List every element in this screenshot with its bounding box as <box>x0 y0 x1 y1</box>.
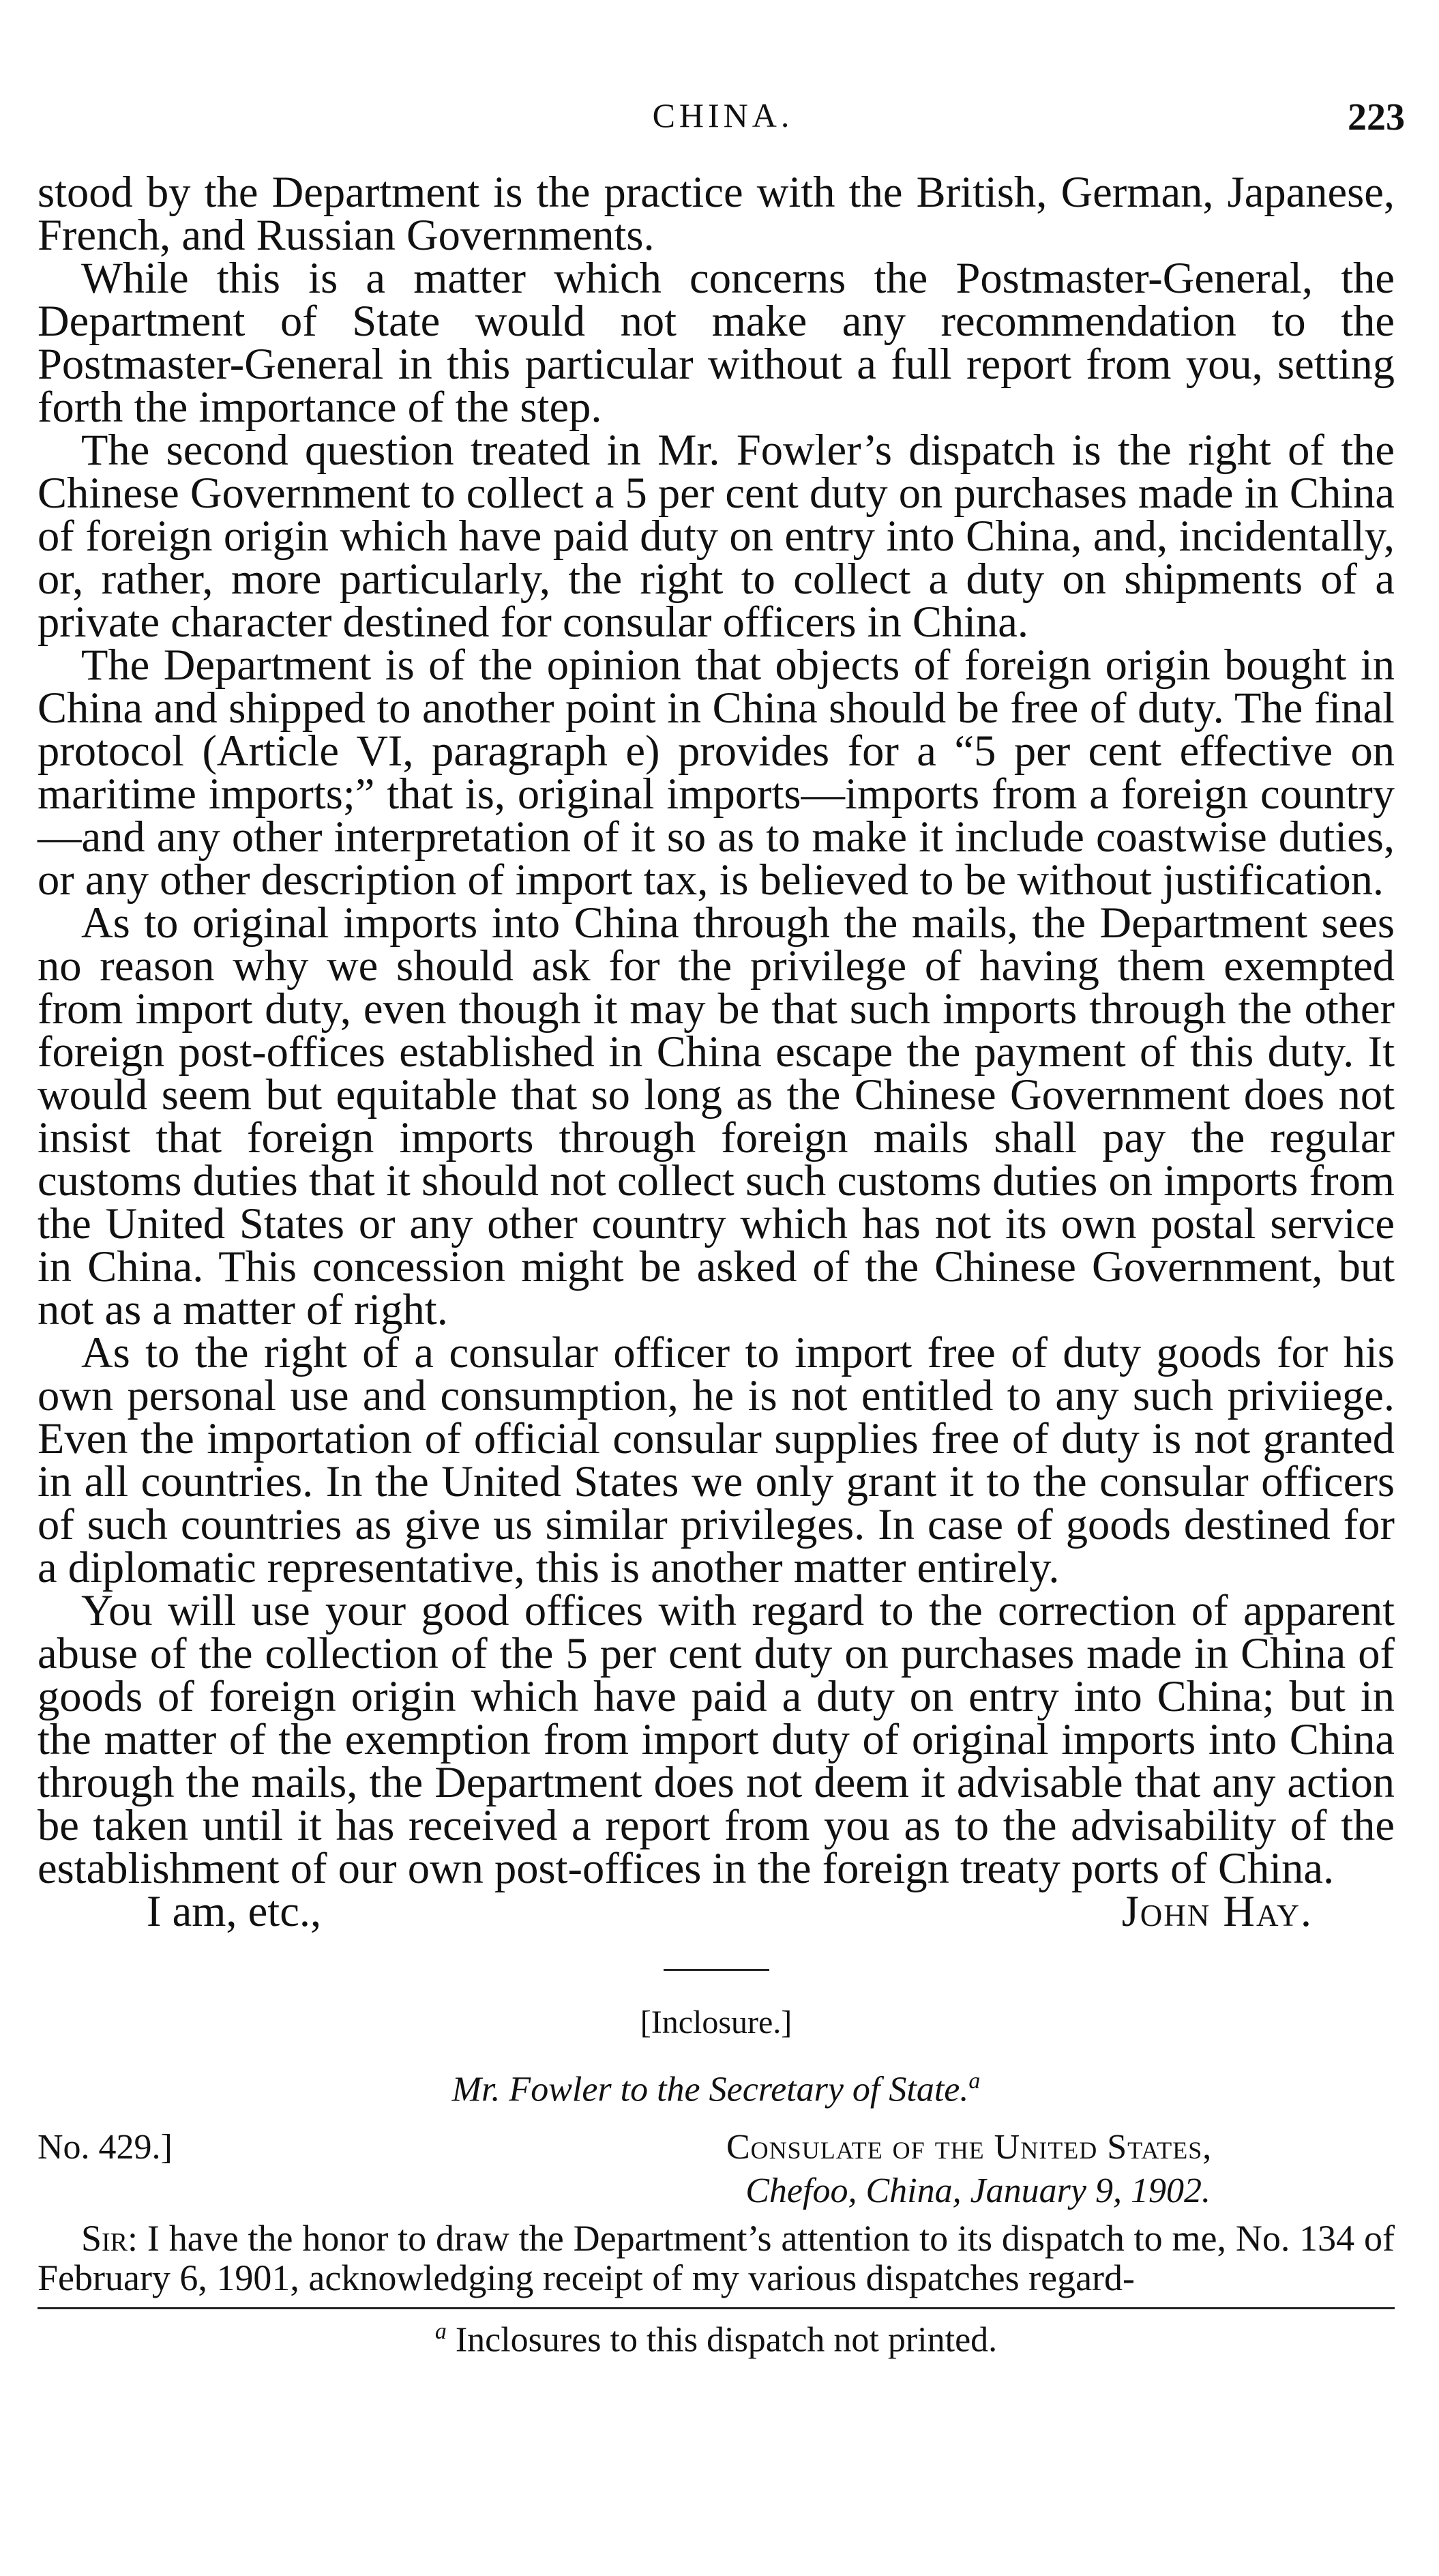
inclosure-title-text: Mr. Fowler to the Secretary of State. <box>451 2070 969 2109</box>
footnote-divider <box>38 2307 1395 2309</box>
letter-text: I have the honor to draw the Department’s attention to its dispatch to me, No. 134 of February 6, 1901, acknowledging receipt of my various dispatches regard- <box>38 2218 1395 2299</box>
footnote-marker: a <box>968 2068 981 2094</box>
inclosure-title <box>38 2068 1395 2109</box>
page-header <box>41 96 1405 157</box>
dispatch-number: No. 429.] <box>38 2128 173 2167</box>
paragraph: As to the right of a consular officer to import free of duty goods for his own personal use and consumption, he is not entitled to any such priviiege. Even the importation of official consular supplies free of duty is not granted in all countries. In the United States we only grant it to the consular officers of such countries as give us similar privileges. In case of goods destined for a diplomatic representative, this is another matter entirely. <box>38 1328 1395 1592</box>
page-number: 223 <box>1348 96 1405 138</box>
dispatch-place-date: Chefoo, China, January 9, 1902. <box>745 2171 1211 2211</box>
footnote <box>38 2319 1395 2360</box>
paragraph: The Department is of the opinion that objects of foreign origin bought in China and shipped to another point in China should be free of duty. The final protocol (Article VI, paragraph e) provides for a “5 per cent effective on maritime imports;” that is, original imports—imports from a foreign country—and any other interpretation of it so as to make it include coastwise duties, or any other description of import tax, is believed to be without justification. <box>38 641 1395 904</box>
section-divider <box>664 1969 769 1971</box>
letter-opening <box>38 2219 1395 2298</box>
paragraph-continuation: stood by the Department is the practice with the British, German, Japanese, French, and Russian Governments. <box>38 168 1395 259</box>
page-body <box>38 168 1395 2360</box>
footnote-text: Inclosures to this dispatch not printed. <box>455 2320 998 2360</box>
letter-closing <box>38 1887 1395 1935</box>
paragraph: As to original imports into China through the mails, the Department sees no reason why we should ask for the privilege of having them exempted from import duty, even though it may be that such imports through the other foreign post-offices established in China escape the payment of this duty. It would seem but equitable that so long as the Chinese Government does not insist that foreign imports through foreign mails shall pay the regular customs duties that it should not collect such customs duties on imports from the United States or any other country which has not its own postal service in China. This concession might be asked of the Chinese Government, but not as a matter of right. <box>38 898 1395 1334</box>
running-head: CHINA. <box>652 96 794 134</box>
dispatch-heading <box>38 2127 1395 2171</box>
paragraph: The second question treated in Mr. Fowler’s dispatch is the right of the Chinese Government to collect a 5 per cent duty on purchases made in China of foreign origin which have paid duty on entry into China, and, incidentally, or, rather, more particularly, the right to collect a duty on shipments of a private character destined for consular officers in China. <box>38 426 1395 646</box>
signature: John Hay. <box>1121 1887 1313 1935</box>
letter-salutation: Sir: <box>81 2218 138 2259</box>
consulate-name: Consulate of the United States, <box>726 2128 1213 2167</box>
inclosure-label: [Inclosure.] <box>640 2004 792 2040</box>
closing-salutation: I am, etc., <box>147 1887 322 1935</box>
paragraph: While this is a matter which concerns the Postmaster-General, the Department of State would not make any recommendation to the Postmaster-General in this particular without a full report from you, setting forth the importance of the step. <box>38 254 1395 431</box>
footnote-marker: a <box>434 2319 447 2345</box>
paragraph: You will use your good offices with regard to the correction of apparent abuse of the collection of the 5 per cent duty on purchases made in China of goods of foreign origin which have paid a duty on entry into China; but in the matter of the exemption from import duty of original imports into China through the mails, the Department does not deem it advisable that any action be taken until it has received a report from you as to the advisability of the establishment of our own post-offices in the foreign treaty ports of China. <box>38 1586 1395 1892</box>
